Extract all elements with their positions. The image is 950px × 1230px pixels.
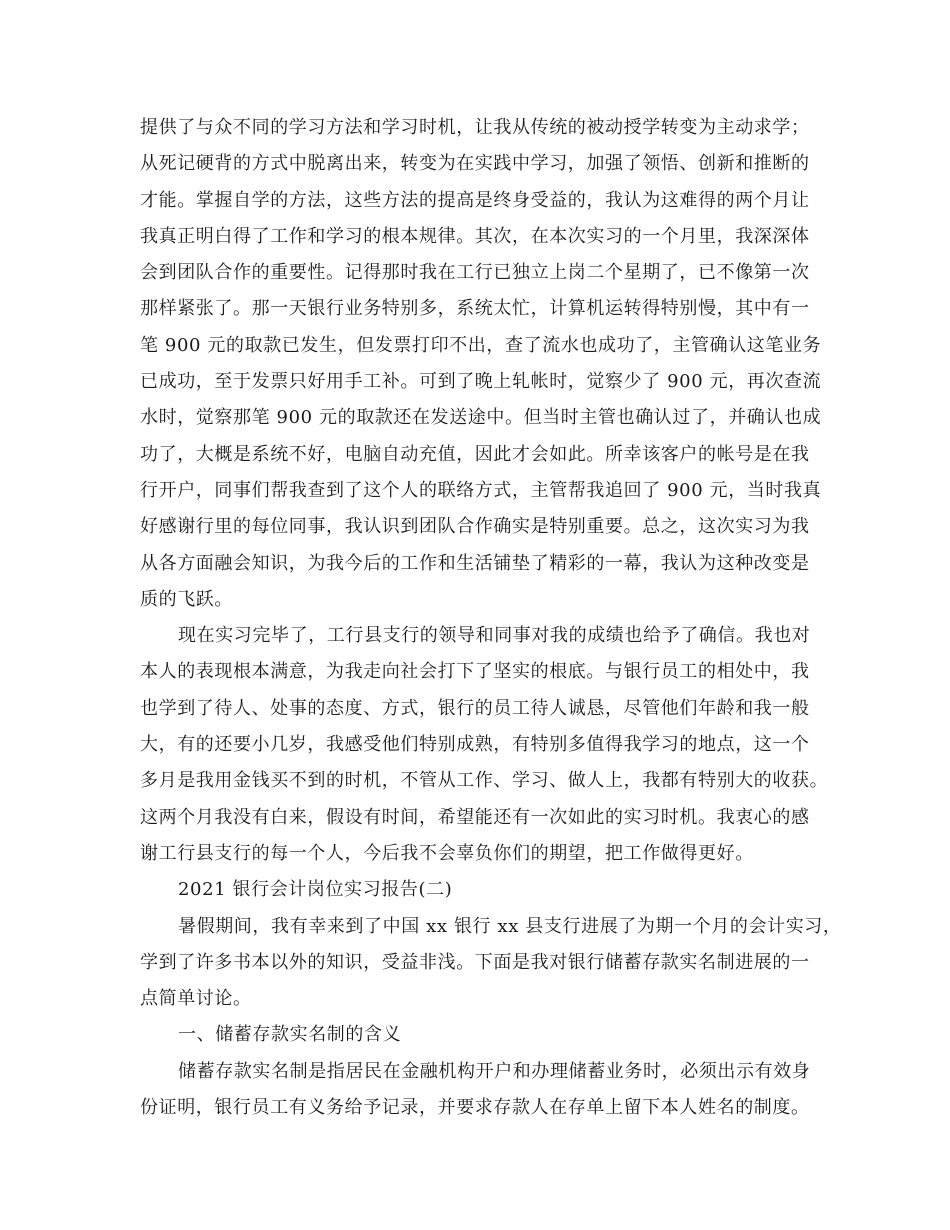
text-line: 这两个月我没有白来，假设有时间，希望能还有一次如此的实习时机。我衷心的感: [140, 806, 810, 828]
text-line: 已成功，至于发票只好用手工补。可到了晚上轧帐时，觉察少了 900 元，再次查流: [140, 371, 822, 393]
text-line: 本人的表现根本满意，为我走向社会打下了坚实的根底。与银行员工的相处中，我: [140, 661, 810, 683]
text-line: 质的飞跃。: [140, 588, 233, 610]
text-line: 多月是我用金钱买不到的时机，不管从工作、学习、做人上，我都有特别大的收获。: [140, 770, 829, 792]
text-line: 行开户，同事们帮我查到了这个人的联络方式，主管帮我追回了 900 元，当时我真: [140, 479, 822, 501]
text-line: 2021 银行会计岗位实习报告(二): [178, 879, 453, 901]
text-line: 笔 900 元的取款已发生，但发票打印不出，查了流水也成功了，主管确认这笔业务: [140, 334, 822, 356]
text-line: 水时，觉察那笔 900 元的取款还在发送途中。但当时主管也确认过了，并确认也成: [140, 407, 822, 429]
text-line: 提供了与众不同的学习方法和学习时机，让我从传统的被动授学转变为主动求学；: [140, 117, 810, 138]
text-line: 才能。掌握自学的方法，这些方法的提高是终身受益的，我认为这难得的两个月让: [140, 189, 810, 211]
text-line: 暑假期间，我有幸来到了中国 xx 银行 xx 县支行进展了为期一个月的会计实习，: [178, 915, 842, 937]
text-line: 大，有的还要小几岁，我感受他们特别成熟，有特别多值得我学习的地点，这一个: [140, 734, 810, 756]
text-line: 从各方面融会知识，为我今后的工作和生活铺垫了精彩的一幕，我认为这种改变是: [140, 552, 810, 574]
text-line: 那样紧张了。那一天银行业务特别多，系统太忙，计算机运转得特别慢，其中有一: [140, 298, 810, 320]
text-line: 功了，大概是系统不好，电脑自动充值，因此才会如此。所幸该客户的帐号是在我: [140, 443, 810, 465]
text-line: 一、储蓄存款实名制的含义: [178, 1024, 402, 1046]
text-line: 份证明，银行员工有义务给予记录，并要求存款人在存单上留下本人姓名的制度。: [140, 1097, 810, 1119]
text-line: 我真正明白得了工作和学习的根本规律。其次，在本次实习的一个月里，我深深体: [140, 225, 810, 247]
text-line: 从死记硬背的方式中脱离出来，转变为在实践中学习，加强了领悟、创新和推断的: [140, 153, 810, 175]
text-line: 储蓄存款实名制是指居民在金融机构开户和办理储蓄业务时，必须出示有效身: [178, 1060, 811, 1082]
text-line: 谢工行县支行的每一个人，今后我不会辜负你们的期望，把工作做得更好。: [140, 842, 754, 864]
text-line: 现在实习完毕了，工行县支行的领导和同事对我的成绩也给予了确信。我也对: [178, 625, 811, 647]
text-line: 学到了许多书本以外的知识，受益非浅。下面是我对银行储蓄存款实名制进展的一: [140, 951, 810, 973]
text-line: 好感谢行里的每位同事，我认识到团队合作确实是特别重要。总之，这次实习为我: [140, 516, 810, 538]
text-line: 点简单讨论。: [140, 988, 252, 1010]
document-body: [140, 110, 842, 1126]
text-line: 也学到了待人、处事的态度、方式，银行的员工待人诚恳，尽管他们年龄和我一般: [140, 697, 810, 719]
text-line: 会到团队合作的重要性。记得那时我在工行已独立上岗二个星期了，已不像第一次: [140, 262, 810, 284]
